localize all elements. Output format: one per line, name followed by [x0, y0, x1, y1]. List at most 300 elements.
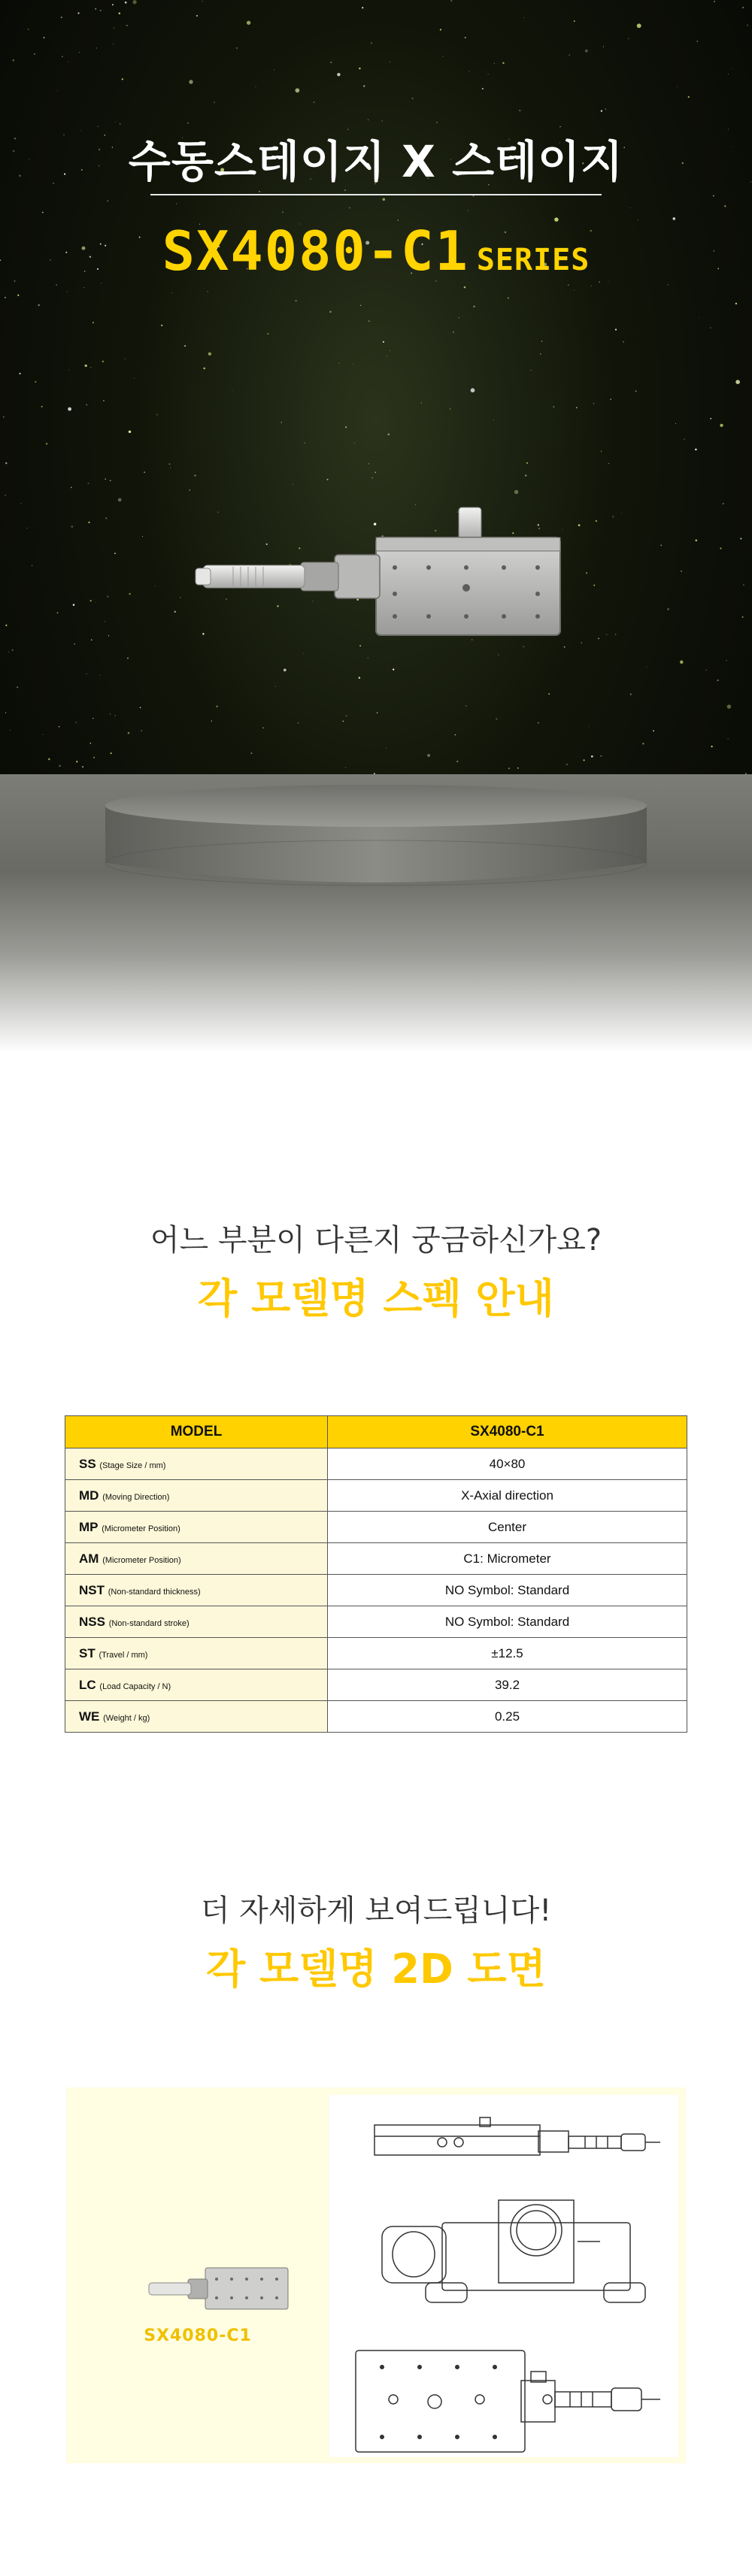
- star-dot: [628, 38, 629, 39]
- star-dot: [574, 289, 575, 290]
- star-dot: [591, 755, 593, 758]
- spec-row-label: [65, 1669, 328, 1701]
- star-dot: [456, 761, 458, 762]
- star-dot: [359, 68, 361, 70]
- star-dot: [42, 212, 44, 213]
- spec-row-label: [65, 1606, 328, 1638]
- spec-table-header-row: [65, 1416, 687, 1448]
- spec-row-value: Center: [328, 1512, 687, 1543]
- star-dot: [85, 365, 87, 367]
- star-dot: [107, 595, 108, 597]
- spec-code-description: (Moving Direction): [102, 1492, 170, 1502]
- hero-divider: [150, 194, 602, 195]
- star-dot: [368, 320, 370, 322]
- front-view-drawing: [382, 2200, 645, 2302]
- star-dot: [105, 517, 107, 519]
- star-dot: [473, 195, 475, 197]
- star-dot: [695, 449, 696, 450]
- star-dot: [710, 418, 711, 419]
- star-dot: [386, 748, 387, 749]
- spec-table-row: [65, 1543, 687, 1575]
- spec-row-label: [65, 1512, 328, 1543]
- spec-table: [65, 1415, 687, 1733]
- star-dot: [176, 203, 177, 204]
- star-dot: [314, 101, 315, 103]
- star-dot: [711, 746, 712, 747]
- star-dot: [129, 593, 130, 595]
- star-dot: [564, 646, 566, 648]
- star-dot: [720, 424, 723, 427]
- star-dot: [382, 120, 383, 121]
- star-dot: [583, 759, 584, 761]
- star-dot: [728, 738, 729, 739]
- star-dot: [637, 23, 641, 28]
- star-dot: [326, 479, 328, 480]
- spec-row-value: 40×80: [328, 1448, 687, 1480]
- star-dot: [742, 7, 744, 8]
- star-dot: [606, 634, 608, 635]
- star-dot: [450, 0, 452, 2]
- star-dot: [724, 205, 726, 207]
- x-stage-product-image: [188, 504, 564, 654]
- drawing-section-title: 각 모델명 2D 도면: [206, 1945, 546, 1993]
- star-dot: [412, 98, 414, 99]
- spec-code: MP: [79, 1519, 99, 1534]
- star-dot: [236, 47, 237, 48]
- star-dot: [735, 380, 740, 384]
- star-dot: [450, 408, 451, 410]
- star-dot: [110, 713, 111, 714]
- star-dot: [35, 381, 36, 383]
- star-dot: [59, 726, 60, 728]
- star-dot: [681, 571, 682, 572]
- star-dot: [601, 451, 602, 452]
- spec-row-value: 39.2: [328, 1669, 687, 1701]
- star-dot: [118, 498, 122, 502]
- star-dot: [202, 1, 203, 2]
- star-dot: [612, 516, 614, 517]
- star-dot: [110, 480, 111, 482]
- spec-table-header-label: MODEL: [65, 1416, 328, 1448]
- star-dot: [41, 406, 43, 407]
- star-dot: [421, 403, 422, 404]
- star-dot: [171, 292, 172, 293]
- star-dot: [141, 730, 142, 731]
- star-dot: [610, 398, 611, 400]
- star-dot: [471, 388, 475, 392]
- hero-series-label: SERIES: [476, 243, 590, 277]
- star-dot: [88, 483, 89, 484]
- spec-row-value: ±12.5: [328, 1638, 687, 1669]
- star-dot: [68, 407, 71, 411]
- star-dot: [57, 612, 59, 613]
- spec-row-value: NO Symbol: Standard: [328, 1575, 687, 1606]
- star-dot: [653, 730, 654, 731]
- star-dot: [67, 291, 68, 292]
- star-dot: [455, 734, 456, 735]
- spec-table-row: [65, 1669, 687, 1701]
- star-dot: [360, 305, 361, 306]
- spec-code-description: (Weight / kg): [103, 1713, 150, 1723]
- spec-row-label: [65, 1575, 328, 1606]
- spec-section-heading: [0, 1216, 752, 1324]
- star-dot: [598, 638, 599, 639]
- star-dot: [680, 661, 684, 664]
- spec-table-row: [65, 1701, 687, 1733]
- star-dot: [345, 426, 347, 428]
- star-dot: [349, 207, 350, 208]
- model-label: SX4080-C1: [144, 2326, 252, 2345]
- star-dot: [114, 715, 116, 716]
- spec-code: LC: [79, 1677, 96, 1692]
- star-dot: [371, 477, 373, 479]
- star-dot: [329, 311, 331, 313]
- star-dot: [576, 407, 578, 409]
- spec-row-value: C1: Micrometer: [328, 1543, 687, 1575]
- star-dot: [214, 101, 215, 103]
- star-dot: [59, 765, 60, 767]
- hero-banner: [0, 0, 752, 1052]
- spec-row-label: [65, 1543, 328, 1575]
- star-dot: [717, 680, 719, 681]
- star-dot: [180, 597, 181, 598]
- star-dot: [668, 284, 669, 285]
- star-dot: [345, 767, 346, 768]
- star-dot: [393, 668, 394, 670]
- spec-code: ST: [79, 1645, 96, 1660]
- star-dot: [342, 721, 344, 722]
- star-dot: [5, 297, 6, 298]
- star-dot: [684, 439, 685, 440]
- star-dot: [184, 345, 186, 347]
- star-dot: [388, 434, 390, 436]
- hero-title: 수동스테이지 X 스테이지: [128, 136, 624, 187]
- star-dot: [112, 4, 114, 5]
- star-dot: [743, 584, 744, 585]
- star-dot: [77, 12, 79, 14]
- star-dot: [100, 10, 102, 11]
- drawing-section-subtitle: 더 자세하게 보여드립니다!: [200, 1893, 552, 1928]
- spec-table-row: [65, 1638, 687, 1669]
- star-dot: [720, 547, 721, 549]
- spec-code-description: (Non-standard stroke): [108, 1618, 190, 1628]
- star-dot: [34, 53, 35, 55]
- top-view-drawing: [356, 2350, 660, 2452]
- star-dot: [538, 722, 539, 724]
- star-dot: [519, 110, 520, 111]
- star-dot: [502, 62, 505, 65]
- star-dot: [86, 404, 87, 406]
- spec-table-row: [65, 1606, 687, 1638]
- star-dot: [566, 764, 568, 765]
- star-dot: [514, 490, 518, 494]
- star-dot: [217, 706, 218, 707]
- star-dot: [731, 68, 732, 69]
- star-dot: [675, 423, 676, 424]
- star-dot: [115, 122, 116, 123]
- star-dot: [540, 353, 541, 355]
- star-dot: [90, 367, 91, 368]
- star-dot: [128, 732, 130, 734]
- star-dot: [267, 333, 268, 334]
- spec-row-value: NO Symbol: Standard: [328, 1606, 687, 1638]
- star-dot: [642, 743, 644, 744]
- star-dot: [255, 86, 256, 87]
- star-dot: [517, 767, 519, 769]
- star-dot: [76, 761, 77, 762]
- star-dot: [169, 464, 171, 465]
- star-dot: [129, 431, 131, 433]
- star-dot: [623, 341, 624, 343]
- spec-code: NST: [79, 1582, 105, 1597]
- star-dot: [615, 328, 617, 330]
- 2d-technical-drawings: [329, 2095, 678, 2457]
- star-dot: [362, 7, 363, 8]
- star-dot: [71, 525, 74, 528]
- star-dot: [453, 331, 454, 333]
- spec-table-row: [65, 1512, 687, 1543]
- star-dot: [127, 658, 129, 659]
- star-dot: [114, 27, 115, 29]
- star-dot: [586, 572, 587, 574]
- star-dot: [189, 80, 193, 83]
- star-dot: [95, 8, 96, 10]
- star-dot: [282, 211, 284, 213]
- star-dot: [122, 78, 123, 80]
- star-dot: [338, 363, 339, 364]
- star-dot: [740, 538, 741, 540]
- star-dot: [190, 489, 191, 491]
- spec-code-description: (Travel / mm): [99, 1650, 148, 1660]
- star-dot: [600, 755, 602, 757]
- spec-table-row: [65, 1575, 687, 1606]
- star-dot: [368, 463, 369, 464]
- star-dot: [493, 419, 494, 420]
- star-dot: [367, 657, 368, 658]
- star-dot: [68, 370, 69, 371]
- star-dot: [144, 471, 145, 473]
- spec-table-row: [65, 1480, 687, 1512]
- star-dot: [465, 705, 466, 706]
- star-dot: [630, 694, 632, 695]
- spec-section-title: 각 모델명 스펙 안내: [198, 1275, 554, 1322]
- spec-table-row: [65, 1448, 687, 1480]
- star-dot: [346, 715, 347, 716]
- star-dot: [71, 487, 72, 489]
- star-dot: [363, 85, 365, 86]
- spec-code-description: (Non-standard thickness): [108, 1587, 201, 1597]
- star-dot: [465, 37, 466, 38]
- spec-table-header-model: SX4080-C1: [328, 1416, 687, 1448]
- spec-row-label: [65, 1701, 328, 1733]
- star-dot: [508, 767, 510, 769]
- star-dot: [247, 21, 250, 25]
- star-dot: [208, 353, 211, 356]
- star-dot: [688, 96, 690, 98]
- star-dot: [5, 625, 7, 626]
- star-dot: [79, 52, 80, 53]
- star-dot: [284, 669, 287, 672]
- star-dot: [46, 443, 47, 444]
- hero-model-name: SX4080-C1: [162, 219, 469, 283]
- star-dot: [526, 462, 528, 464]
- drawing-panel: [66, 2087, 686, 2463]
- star-dot: [12, 649, 14, 651]
- spec-row-label: [65, 1638, 328, 1669]
- star-dot: [585, 50, 588, 53]
- spec-row-value: 0.25: [328, 1701, 687, 1733]
- star-dot: [196, 15, 198, 17]
- star-dot: [119, 13, 121, 15]
- spec-row-value: X-Axial direction: [328, 1480, 687, 1512]
- star-dot: [496, 718, 497, 719]
- star-dot: [20, 503, 21, 504]
- star-dot: [108, 635, 109, 636]
- 2d-drawing-area: [329, 2095, 678, 2457]
- star-dot: [74, 643, 75, 645]
- star-dot: [13, 59, 15, 62]
- star-dot: [473, 305, 475, 307]
- star-dot: [330, 62, 332, 63]
- star-dot: [337, 73, 340, 76]
- star-dot: [440, 29, 441, 30]
- star-dot: [57, 90, 58, 91]
- star-dot: [660, 545, 662, 546]
- star-dot: [211, 721, 212, 722]
- star-dot: [696, 540, 698, 542]
- star-dot: [359, 677, 360, 679]
- star-dot: [82, 766, 83, 767]
- star-dot: [383, 198, 386, 201]
- star-dot: [203, 368, 205, 370]
- star-dot: [548, 693, 550, 695]
- star-dot: [73, 604, 74, 606]
- star-dot: [61, 17, 62, 18]
- star-dot: [292, 484, 293, 485]
- star-dot: [601, 110, 602, 111]
- star-dot: [44, 37, 45, 38]
- star-dot: [523, 17, 524, 18]
- star-dot: [103, 400, 105, 401]
- star-dot: [596, 520, 597, 522]
- star-dot: [605, 108, 607, 110]
- star-dot: [161, 325, 162, 326]
- star-dot: [134, 378, 135, 379]
- star-dot: [156, 414, 158, 416]
- spec-code-description: (Stage Size / mm): [99, 1461, 166, 1470]
- star-dot: [105, 479, 106, 480]
- star-dot: [530, 370, 531, 371]
- star-dot: [93, 757, 95, 758]
- star-dot: [102, 361, 105, 363]
- star-dot: [232, 390, 233, 391]
- hero-model-heading: [0, 219, 752, 283]
- star-dot: [482, 88, 484, 89]
- star-dot: [525, 475, 526, 477]
- star-dot: [38, 304, 40, 307]
- star-dot: [84, 287, 85, 288]
- spec-code: SS: [79, 1456, 96, 1471]
- star-dot: [114, 552, 116, 554]
- star-dot: [5, 462, 7, 464]
- star-dot: [427, 754, 430, 757]
- star-dot: [635, 391, 637, 392]
- star-dot: [374, 472, 376, 474]
- round-pedestal: [98, 782, 654, 894]
- star-dot: [89, 743, 91, 744]
- star-dot: [581, 642, 583, 643]
- star-dot: [578, 524, 581, 526]
- star-dot: [174, 611, 176, 613]
- star-dot: [275, 686, 276, 687]
- star-dot: [742, 616, 744, 618]
- drawing-section-heading: [0, 1887, 752, 1995]
- star-dot: [574, 20, 575, 22]
- star-dot: [96, 47, 97, 48]
- star-dot: [508, 297, 509, 298]
- star-dot: [126, 25, 128, 26]
- star-dot: [677, 86, 678, 87]
- star-dot: [469, 71, 470, 72]
- star-dot: [713, 195, 714, 197]
- star-dot: [17, 295, 19, 296]
- star-dot: [494, 63, 495, 64]
- star-dot: [88, 522, 89, 523]
- star-dot: [630, 207, 631, 208]
- star-dot: [667, 608, 669, 610]
- star-dot: [747, 25, 748, 26]
- star-dot: [371, 42, 372, 44]
- spec-row-label: [65, 1480, 328, 1512]
- spec-section-subtitle: 어느 부분이 다른지 궁금하신가요?: [150, 1223, 602, 1258]
- model-thumbnail-image: [141, 2260, 292, 2317]
- spec-code-description: (Micrometer Position): [102, 1555, 181, 1565]
- star-dot: [48, 758, 50, 761]
- star-dot: [90, 600, 92, 601]
- star-dot: [735, 303, 737, 304]
- spec-code: MD: [79, 1488, 99, 1503]
- star-dot: [28, 29, 29, 30]
- star-dot: [727, 704, 732, 709]
- spec-code-description: (Load Capacity / N): [99, 1682, 171, 1691]
- spec-code: AM: [79, 1551, 99, 1566]
- star-dot: [19, 373, 20, 374]
- star-dot: [710, 327, 711, 328]
- star-dot: [111, 752, 112, 754]
- spec-code: WE: [79, 1709, 100, 1724]
- star-dot: [125, 2, 127, 4]
- star-dot: [464, 286, 466, 289]
- star-dot: [3, 416, 4, 417]
- star-dot: [43, 734, 44, 735]
- star-dot: [250, 752, 252, 754]
- star-dot: [589, 726, 590, 727]
- star-dot: [100, 675, 101, 676]
- star-dot: [92, 718, 93, 719]
- star-dot: [295, 300, 296, 301]
- star-dot: [344, 189, 346, 191]
- star-dot: [259, 191, 260, 192]
- star-dot: [142, 536, 143, 537]
- star-dot: [0, 403, 1, 404]
- star-dot: [17, 686, 18, 688]
- star-dot: [140, 707, 141, 708]
- star-dot: [608, 463, 609, 464]
- spec-row-label: [65, 1448, 328, 1480]
- star-dot: [187, 123, 189, 124]
- star-dot: [436, 122, 437, 123]
- star-dot: [568, 284, 569, 286]
